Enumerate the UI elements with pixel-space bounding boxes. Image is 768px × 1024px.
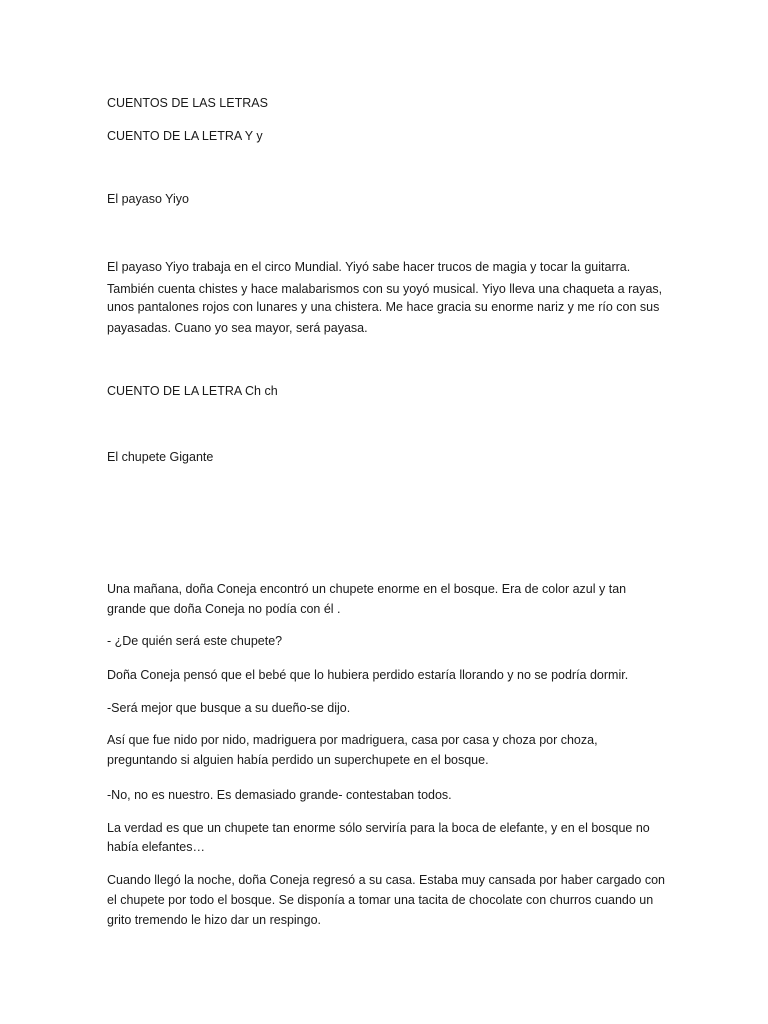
paragraph-line: Cuando llegó la noche, doña Coneja regresó a su casa. Estaba muy cansada por haber cargado con <box>107 873 666 887</box>
section-ch-heading: CUENTO DE LA LETRA Ch ch <box>107 384 278 398</box>
paragraph-line: - ¿De quién será este chupete? <box>107 634 283 648</box>
paragraph-line: Así que fue nido por nido, madriguera por madriguera, casa por casa y choza por choza, <box>107 733 598 747</box>
paragraph-line: payasadas. Cuano yo sea mayor, será payasa. <box>107 321 368 335</box>
paragraph-line: había elefantes… <box>107 840 205 854</box>
paragraph-line: Una mañana, doña Coneja encontró un chupete enorme en el bosque. Era de color azul y tan <box>107 582 627 596</box>
paragraph-line: También cuenta chistes y hace malabarismos con su yoyó musical. Yiyo lleva una chaqueta a rayas, <box>107 282 663 296</box>
paragraph-line: grito tremendo le hizo dar un respingo. <box>107 913 322 927</box>
paragraph-line: Doña Coneja pensó que el bebé que lo hubiera perdido estaría llorando y no se podría dormir. <box>107 668 629 682</box>
section-ch-story-title: El chupete Gigante <box>107 450 214 464</box>
paragraph-line: preguntando si alguien había perdido un superchupete en el bosque. <box>107 753 489 767</box>
section-y-story-title: El payaso Yiyo <box>107 192 189 206</box>
paragraph-line: -Será mejor que busque a su dueño-se dijo. <box>107 701 351 715</box>
document-title: CUENTOS DE LAS LETRAS <box>107 96 268 110</box>
section-y-heading: CUENTO DE LA LETRA Y y <box>107 129 263 143</box>
paragraph-line: unos pantalones rojos con lunares y una chistera. Me hace gracia su enorme nariz y me río con sus <box>107 300 660 314</box>
paragraph-line: El payaso Yiyo trabaja en el circo Mundial. Yiyó sabe hacer trucos de magia y tocar la guitarra. <box>107 260 631 274</box>
paragraph-line: La verdad es que un chupete tan enorme sólo serviría para la boca de elefante, y en el bosque no <box>107 821 650 835</box>
paragraph-line: -No, no es nuestro. Es demasiado grande- contestaban todos. <box>107 788 452 802</box>
paragraph-line: el chupete por todo el bosque. Se disponía a tomar una tacita de chocolate con churros cuando un <box>107 893 654 907</box>
paragraph-line: grande que doña Coneja no podía con él . <box>107 602 341 616</box>
